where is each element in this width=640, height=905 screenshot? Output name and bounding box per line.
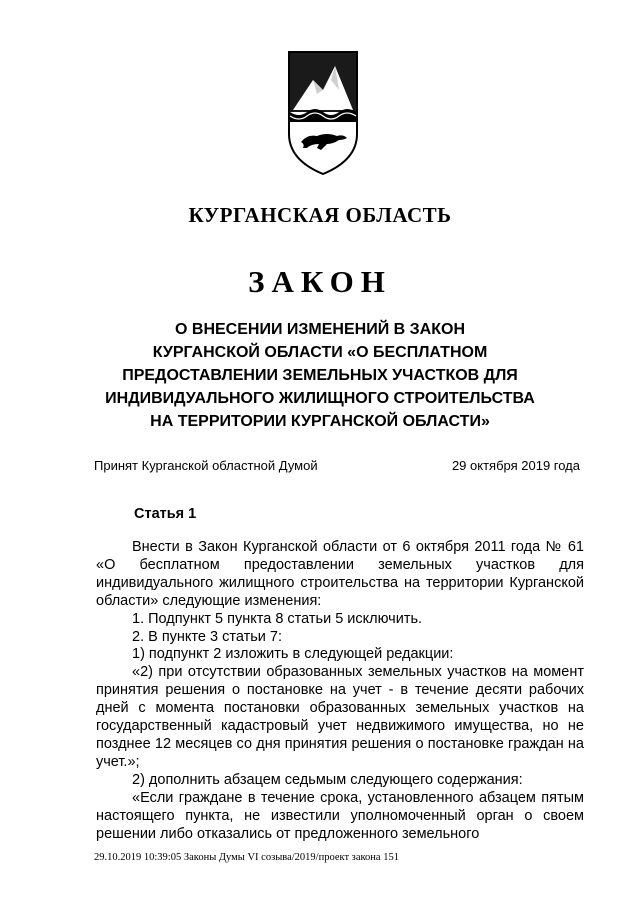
document-type-title: ЗАКОН [248,264,392,299]
document-footer: 29.10.2019 10:39:05 Законы Думы VI созыва/2019/проект закона 151 [94,852,399,863]
subject-line: КУРГАНСКОЙ ОБЛАСТИ «О БЕСПЛАТНОМ [152,344,488,361]
article-paragraph: «2) при отсутствии образованных земельных участков на момент принятия решения о постановке на учет - в течение десяти рабочих дней с момента постановки образованных земельных участков на государственный кадастровый учет недвижимого имущества, но не позднее 12 месяцев со дня принятия решения о постановке граждан на учет.»; [96,664,584,770]
subject-line: О ВНЕСЕНИИ ИЗМЕНЕНИЙ В ЗАКОН [175,321,465,338]
subject-line: НА ТЕРРИТОРИИ КУРГАНСКОЙ ОБЛАСТИ» [150,413,490,430]
article-title: Статья 1 [134,506,197,522]
subject-line: ИНДИВИДУАЛЬНОГО ЖИЛИЩНОГО СТРОИТЕЛЬСТВА [105,390,535,407]
article-paragraph: 1) подпункт 2 изложить в следующей редакции: [132,646,454,663]
article-paragraph: 2) дополнить абзацем седьмым следующего содержания: [132,771,523,788]
adoption-date: 29 октября 2019 года [451,458,580,473]
subject-line: ПРЕДОСТАВЛЕНИИ ЗЕМЕЛЬНЫХ УЧАСТКОВ ДЛЯ [122,367,518,384]
article-paragraph: 1. Подпункт 5 пункта 8 статьи 5 исключить. [132,610,423,627]
article-body [96,539,584,843]
article-paragraph: «Если граждане в течение срока, установленного абзацем пятым настоящего пункта, не известили уполномоченный орган о своем решении либо отказались от предложенного земельного [96,789,584,842]
adoption-label: Принят Курганской областной Думой [94,458,318,473]
article-paragraph: 2. В пункте 3 статьи 7: [132,628,282,645]
law-subject-title [80,318,560,433]
coat-of-arms-icon [287,50,359,178]
region-title: КУРГАНСКАЯ ОБЛАСТЬ [188,203,452,227]
article-paragraph: Внести в Закон Курганской области от 6 октября 2011 года № 61 «О бесплатном предоставлении земельных участков для индивидуального жилищного строительства на территории Курганской области» следующие изменения: [96,539,584,609]
